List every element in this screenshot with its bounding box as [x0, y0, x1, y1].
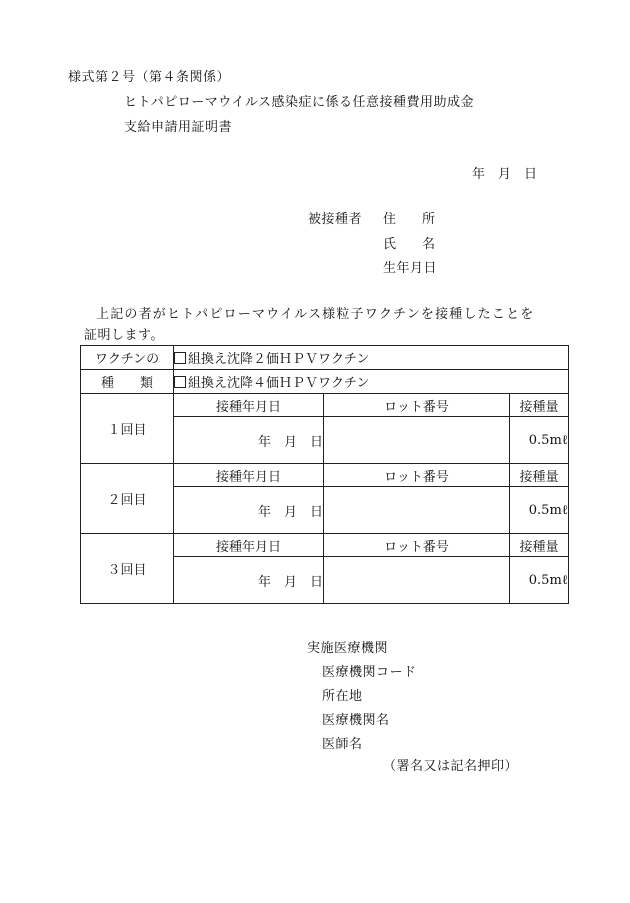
col-lot-header: ロット番号: [324, 394, 510, 417]
col-date-header: 接種年月日: [174, 534, 324, 557]
col-date-header: 接種年月日: [174, 394, 324, 417]
institution-code-label: 医療機関コード: [322, 665, 417, 680]
vaccine-type-label-1: ワクチンの: [81, 346, 174, 370]
date-line: 年 月 日: [472, 167, 538, 182]
institution-location-label: 所在地: [322, 689, 363, 704]
vaccine-option-quadrivalent[interactable]: 組換え沈降４価ＨＰＶワクチン: [174, 370, 569, 394]
round-2-lot-field[interactable]: [324, 487, 510, 534]
round-1-dose: 0.5mℓ: [510, 417, 569, 464]
col-dose-header: 接種量: [510, 534, 569, 557]
statement-line-1: 上記の者がヒトパピローマウイルス様粒子ワクチンを接種したことを: [96, 307, 535, 322]
institution-heading: 実施医療機関: [307, 641, 389, 656]
col-lot-header: ロット番号: [324, 464, 510, 487]
round-2-dose: 0.5mℓ: [510, 487, 569, 534]
recipient-label: 被接種者: [308, 212, 363, 227]
round-2-date-field[interactable]: 年 月 日: [174, 487, 324, 534]
col-lot-header: ロット番号: [324, 534, 510, 557]
vaccination-table: [80, 345, 569, 604]
round-3-label: ３回目: [81, 534, 174, 604]
form-number: 様式第２号（第４条関係）: [68, 70, 231, 85]
recipient-address-label: 住 所: [383, 212, 436, 227]
recipient-birth-label: 生年月日: [383, 261, 438, 276]
statement-line-2: 証明します。: [84, 328, 164, 343]
col-dose-header: 接種量: [510, 464, 569, 487]
checkbox-icon[interactable]: [174, 376, 186, 388]
vaccine-type-label-2: 種 類: [81, 370, 174, 394]
col-dose-header: 接種量: [510, 394, 569, 417]
round-1-lot-field[interactable]: [324, 417, 510, 464]
doctor-name-label: 医師名: [322, 737, 363, 752]
round-1-label: １回目: [81, 394, 174, 464]
vaccine-option-bivalent[interactable]: 組換え沈降２価ＨＰＶワクチン: [174, 346, 569, 370]
institution-name-label: 医療機関名: [322, 713, 390, 728]
title-line-1: ヒトパピローマウイルス感染症に係る任意接種費用助成金: [124, 95, 474, 110]
col-date-header: 接種年月日: [174, 464, 324, 487]
recipient-name-label: 氏 名: [383, 237, 436, 252]
signature-note: （署名又は記名押印）: [383, 759, 519, 774]
title-line-2: 支給申請用証明書: [124, 120, 233, 135]
checkbox-icon[interactable]: [174, 352, 186, 364]
round-1-date-field[interactable]: 年 月 日: [174, 417, 324, 464]
round-3-date-field[interactable]: 年 月 日: [174, 557, 324, 604]
round-3-lot-field[interactable]: [324, 557, 510, 604]
round-2-label: ２回目: [81, 464, 174, 534]
round-3-dose: 0.5mℓ: [510, 557, 569, 604]
